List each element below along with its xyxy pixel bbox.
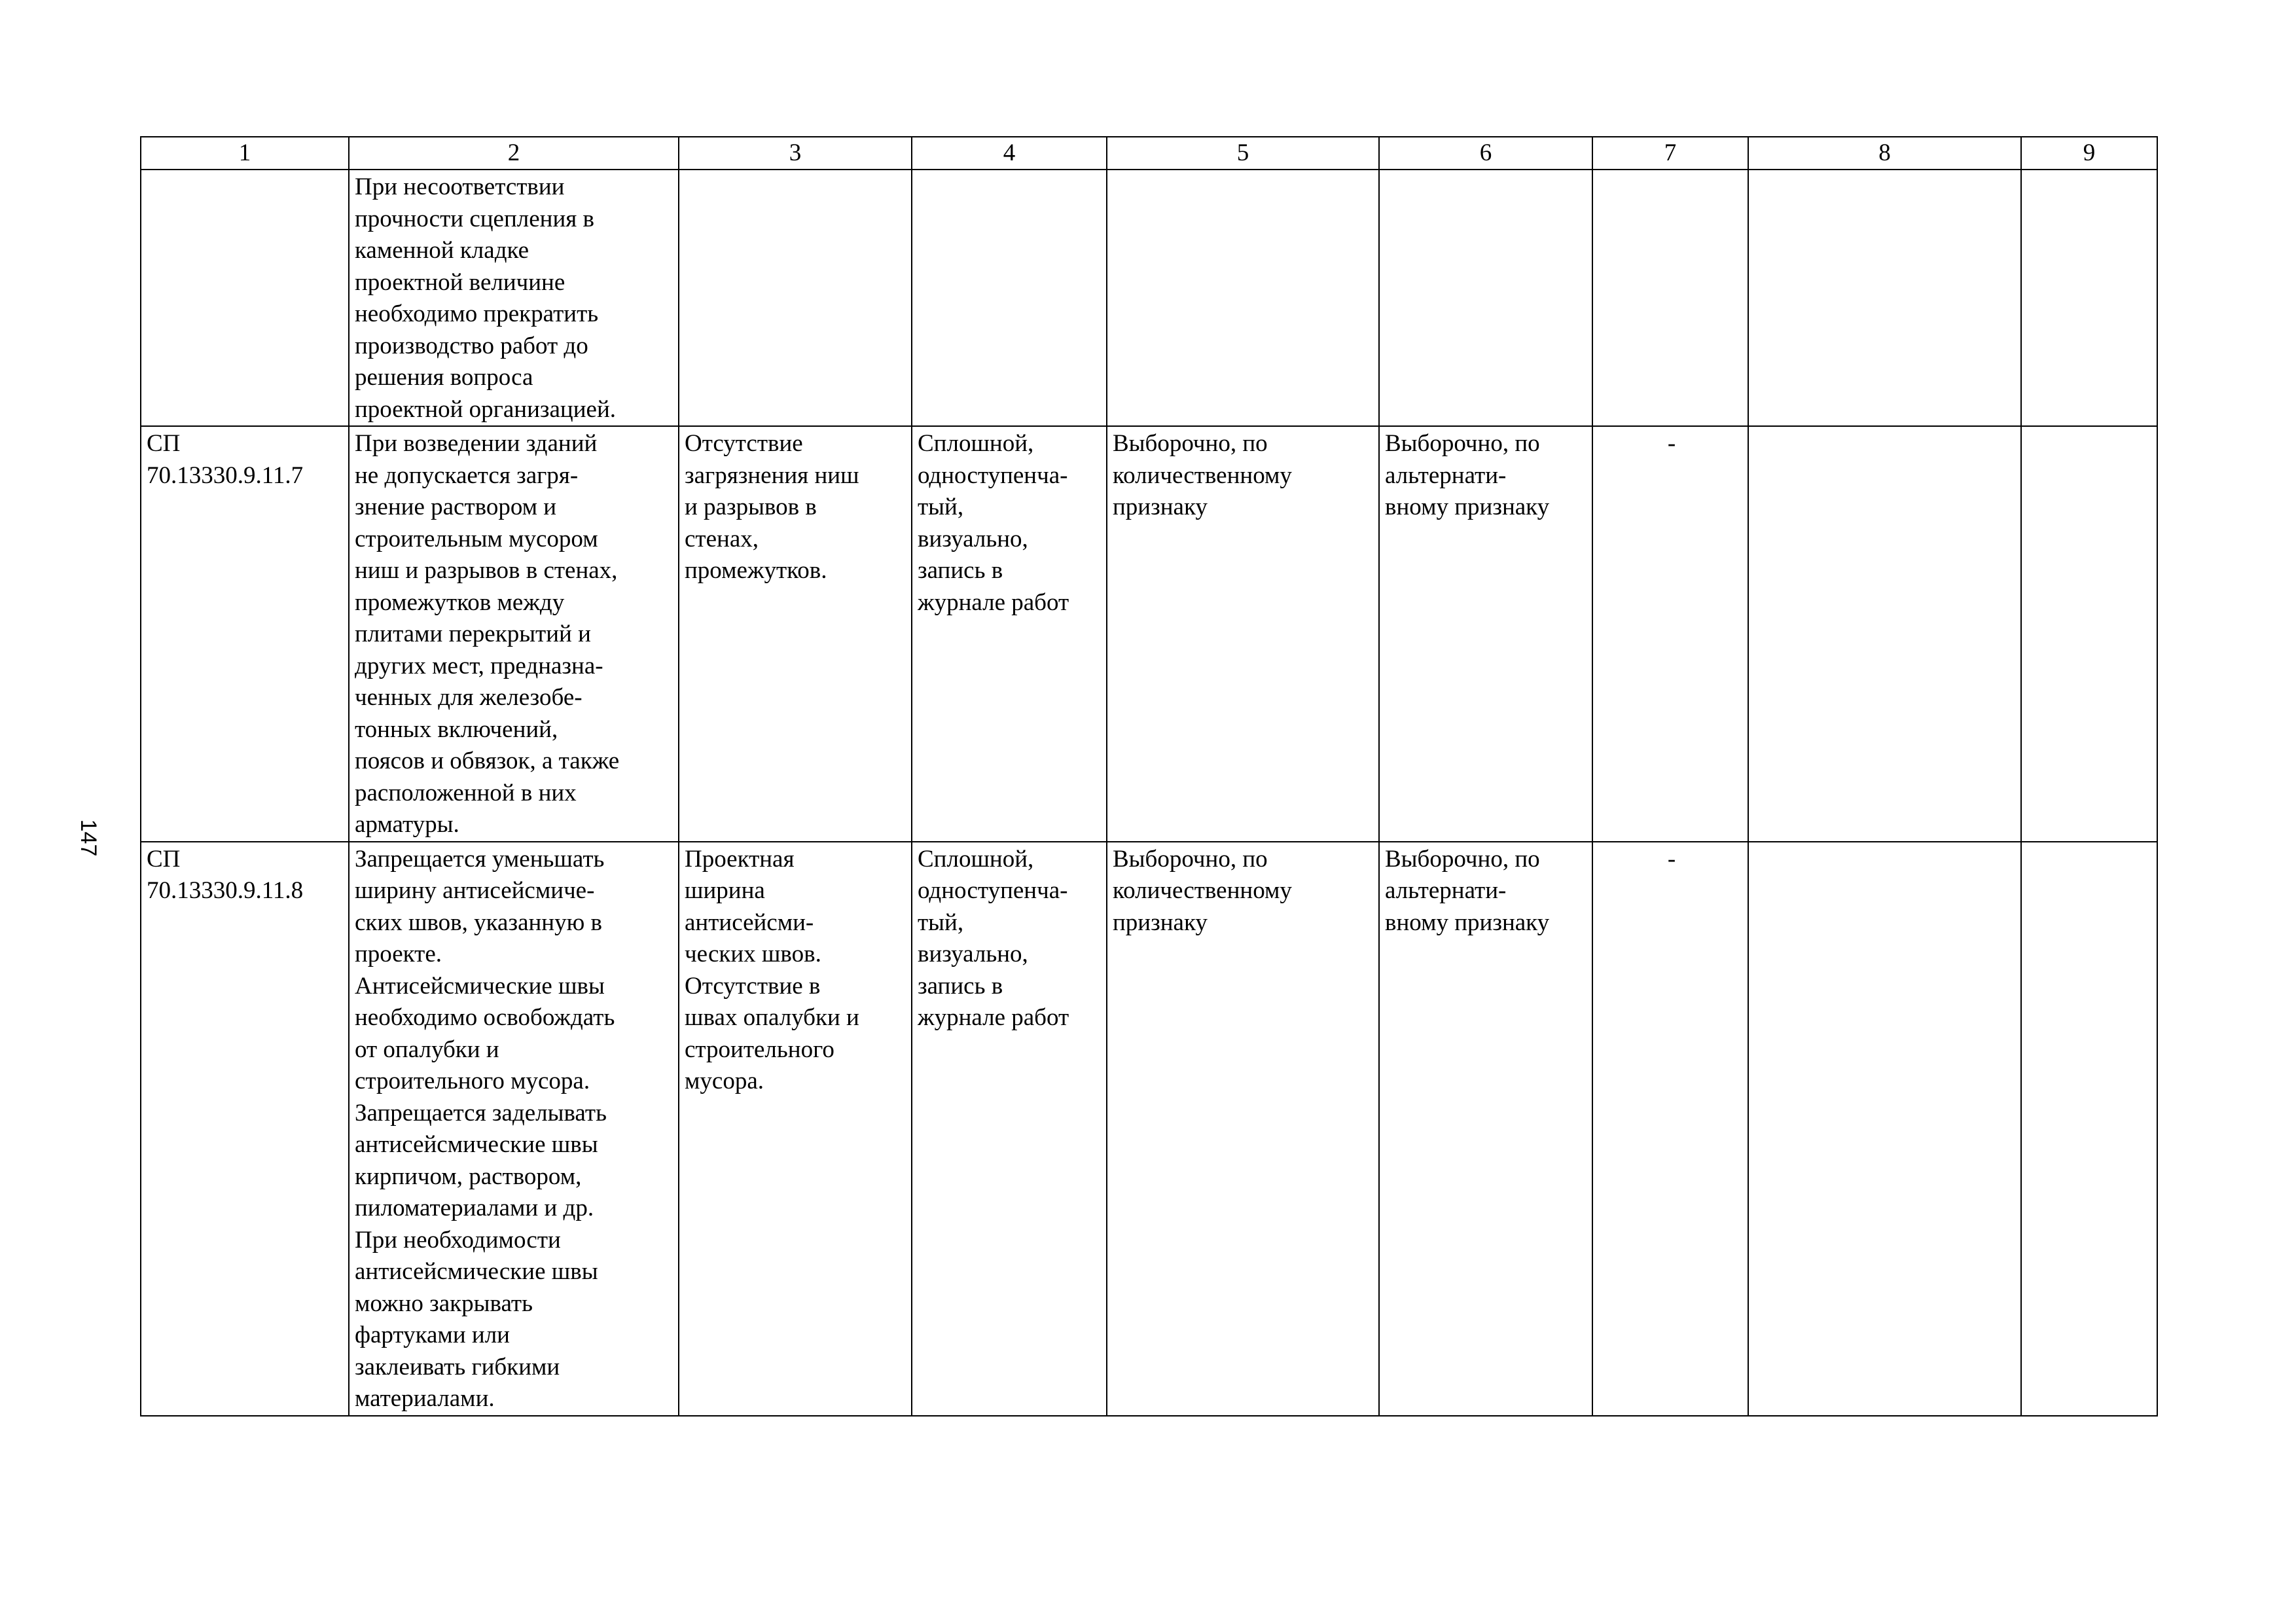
cell-acceptance-plan: Выборочно, по альтернати- вному признаку xyxy=(1379,842,1592,1416)
column-number-9: 9 xyxy=(2021,137,2157,170)
cell-col-7 xyxy=(1592,170,1748,426)
cell-control-method xyxy=(912,170,1107,426)
page-number: 147 xyxy=(76,819,101,857)
cell-col-7: - xyxy=(1592,426,1748,842)
cell-reference: СП 70.13330.9.11.7 xyxy=(141,426,349,842)
cell-acceptance-plan: Выборочно, по альтернати- вному признаку xyxy=(1379,426,1592,842)
column-number-3: 3 xyxy=(679,137,912,170)
column-number-2: 2 xyxy=(349,137,679,170)
cell-reference: СП 70.13330.9.11.8 xyxy=(141,842,349,1416)
column-number-1: 1 xyxy=(141,137,349,170)
cell-control-method: Сплошной, одноступенча- тый, визуально, запись в журнале работ xyxy=(912,426,1107,842)
cell-col-8 xyxy=(1748,426,2021,842)
cell-col-8 xyxy=(1748,170,2021,426)
cell-controlled-parameter xyxy=(679,170,912,426)
cell-reference xyxy=(141,170,349,426)
cell-col-7: - xyxy=(1592,842,1748,1416)
cell-col-9 xyxy=(2021,842,2157,1416)
cell-acceptance-plan xyxy=(1379,170,1592,426)
cell-sampling-plan: Выборочно, по количественному признаку xyxy=(1107,426,1379,842)
column-number-5: 5 xyxy=(1107,137,1379,170)
cell-requirement: Запрещается уменьшать ширину антисейсмиче- ских швов, указанную в проекте. Антисейсмические швы необходимо освобождать от опалубки и строительного мусора. Запрещается заделывать антисейсмические швы кирпичом, раствором, пиломатериалами и др. При необходимости антисейсмические швы можно закрывать фартуками или заклеивать гибкими материалами. xyxy=(349,842,679,1416)
cell-controlled-parameter: Отсутствие загрязнения ниш и разрывов в стенах, промежутков. xyxy=(679,426,912,842)
cell-col-8 xyxy=(1748,842,2021,1416)
cell-col-9 xyxy=(2021,426,2157,842)
column-number-6: 6 xyxy=(1379,137,1592,170)
table-row xyxy=(141,842,2157,1416)
table-row xyxy=(141,170,2157,426)
column-number-8: 8 xyxy=(1748,137,2021,170)
column-number-4: 4 xyxy=(912,137,1107,170)
cell-col-9 xyxy=(2021,170,2157,426)
column-number-7: 7 xyxy=(1592,137,1748,170)
cell-controlled-parameter: Проектная ширина антисейсми- ческих швов. Отсутствие в швах опалубки и строительного мусора. xyxy=(679,842,912,1416)
cell-sampling-plan: Выборочно, по количественному признаку xyxy=(1107,842,1379,1416)
column-number-row xyxy=(141,137,2157,170)
cell-requirement: При несоответствии прочности сцепления в каменной кладке проектной величине необходимо прекратить производство работ до решения вопроса проектной организацией. xyxy=(349,170,679,426)
cell-control-method: Сплошной, одноступенча- тый, визуально, запись в журнале работ xyxy=(912,842,1107,1416)
cell-sampling-plan xyxy=(1107,170,1379,426)
cell-requirement: При возведении зданий не допускается загря- знение раствором и строительным мусором ниш и разрывов в стенах, промежутков между плитами перекрытий и других мест, предназна- ченных для железобе- тонных включений, поясов и обвязок, а также расположенной в них арматуры. xyxy=(349,426,679,842)
table-row xyxy=(141,426,2157,842)
requirements-table xyxy=(140,136,2158,1416)
